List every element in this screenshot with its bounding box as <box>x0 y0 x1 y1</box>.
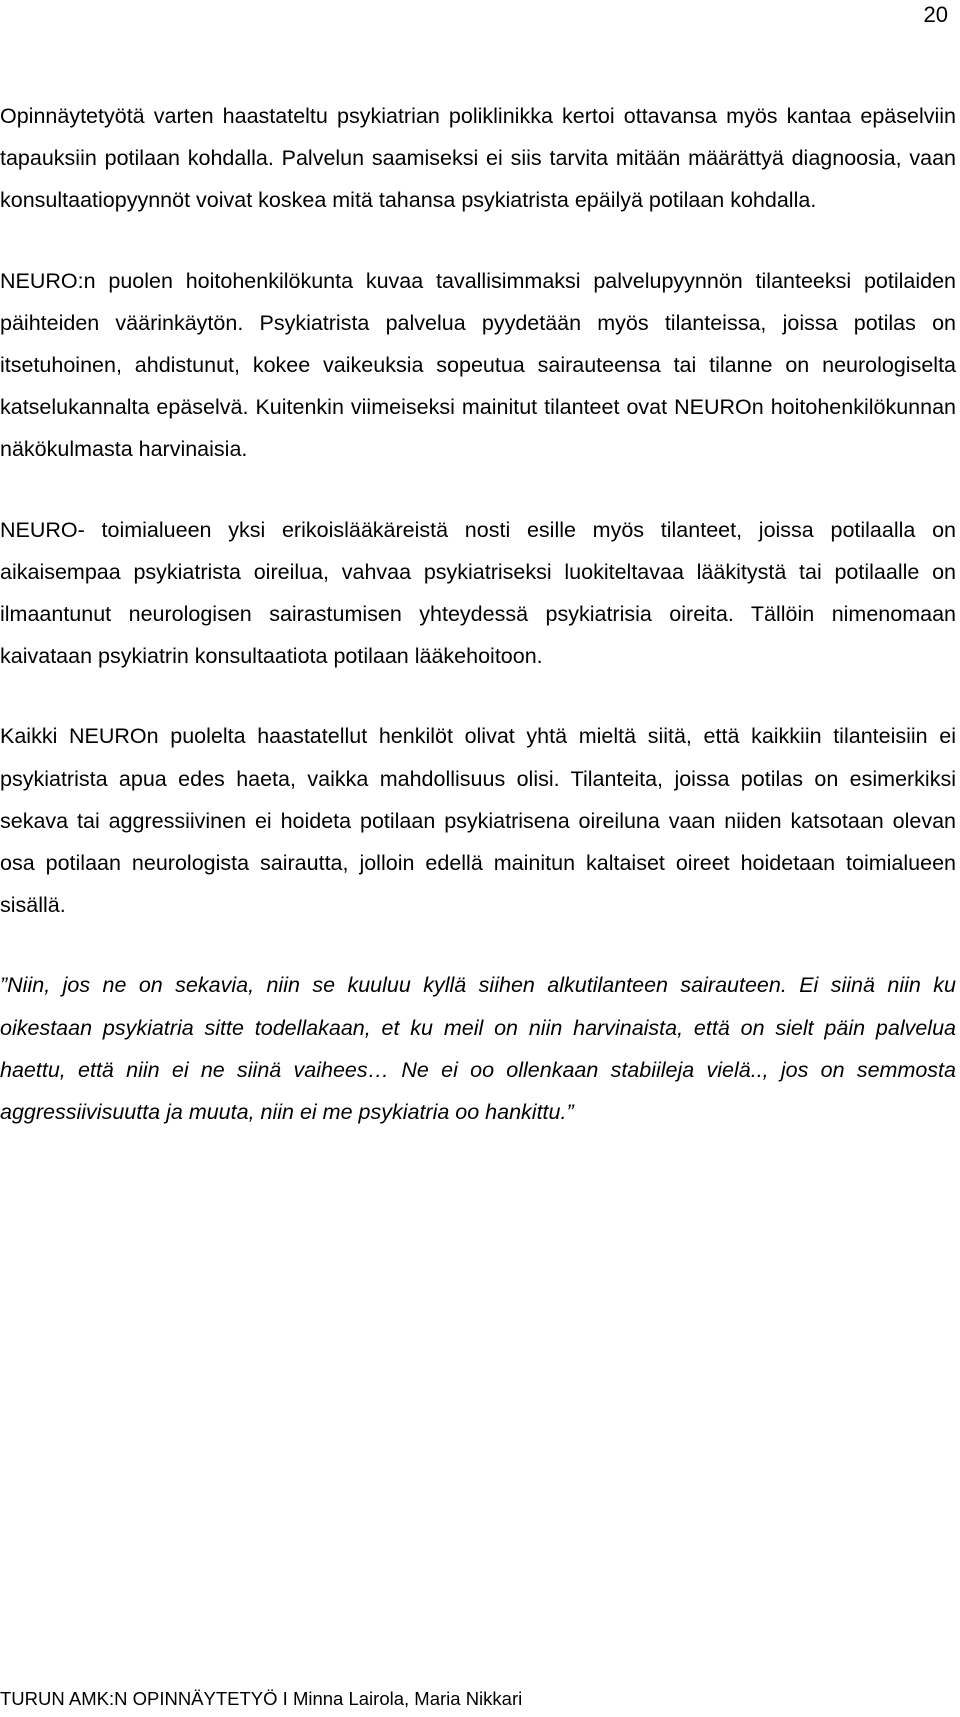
interview-quote: ”Niin, jos ne on sekavia, niin se kuuluu kyllä siihen alkutilanteen sairauteen. Ei siinä niin ku oikestaan psykiatria sitte todellakaan, et ku meil on niin harvinaista, että on sielt päin palvelua haettu, että niin ei ne siinä vaihees… Ne ei oo ollenkaan stabiileja vielä.., jos on semmosta aggressiivisuutta ja muuta, niin ei me psykiatria oo hankittu.” <box>0 973 956 1125</box>
page-footer: TURUN AMK:N OPINNÄYTETYÖ I Minna Lairola, Maria Nikkari <box>0 1688 523 1709</box>
paragraph-4: Kaikki NEUROn puolelta haastatellut henkilöt olivat yhtä mieltä siitä, että kaikkiin tilanteisiin ei psykiatrista apua edes haeta, vaikka mahdollisuus olisi. Tilanteita, joissa potilas on esimerkiksi sekava tai aggressiivinen ei hoideta potilaan psykiatrisena oireiluna vaan niiden katsotaan olevan osa potilaan neurologista sairautta, jolloin edellä mainitun kaltaiset oireet hoidetaan toimialueen sisällä. <box>0 724 956 918</box>
page-number: 20 <box>923 2 948 27</box>
paragraph-3: NEURO- toimialueen yksi erikoislääkäreistä nosti esille myös tilanteet, joissa potilaalla on aikaisempaa psykiatrista oireilua, vahvaa psykiatriseksi luokiteltavaa lääkitystä tai potilaalle on ilmaantunut neurologisen sairastumisen yhteydessä psykiatrisia oireita. Tällöin nimenomaan kaivataan psykiatrin konsultaatiota potilaan lääkehoitoon. <box>0 517 956 669</box>
paragraph-1: Opinnäytetyötä varten haastateltu psykiatrian poliklinikka kertoi ottavansa myös kantaa epäselviin tapauksiin potilaan kohdalla. Palvelun saamiseksi ei siis tarvita mitään määrättyä diagnoosia, vaan konsultaatiopyynnöt voivat koskea mitä tahansa psykiatrista epäilyä potilaan kohdalla. <box>0 104 956 213</box>
paragraph-2: NEURO:n puolen hoitohenkilökunta kuvaa tavallisimmaksi palvelupyynnön tilanteeksi potilaiden päihteiden väärinkäytön. Psykiatrista palvelua pyydetään myös tilanteissa, joissa potilas on itsetuhoinen, ahdistunut, kokee vaikeuksia sopeutua sairauteensa tai tilanne on neurologiselta katselukannalta epäselvä. Kuitenkin viimeiseksi mainitut tilanteet ovat NEUROn hoitohenkilökunnan näkökulmasta harvinaisia. <box>0 268 956 462</box>
document-body <box>0 95 956 1171</box>
